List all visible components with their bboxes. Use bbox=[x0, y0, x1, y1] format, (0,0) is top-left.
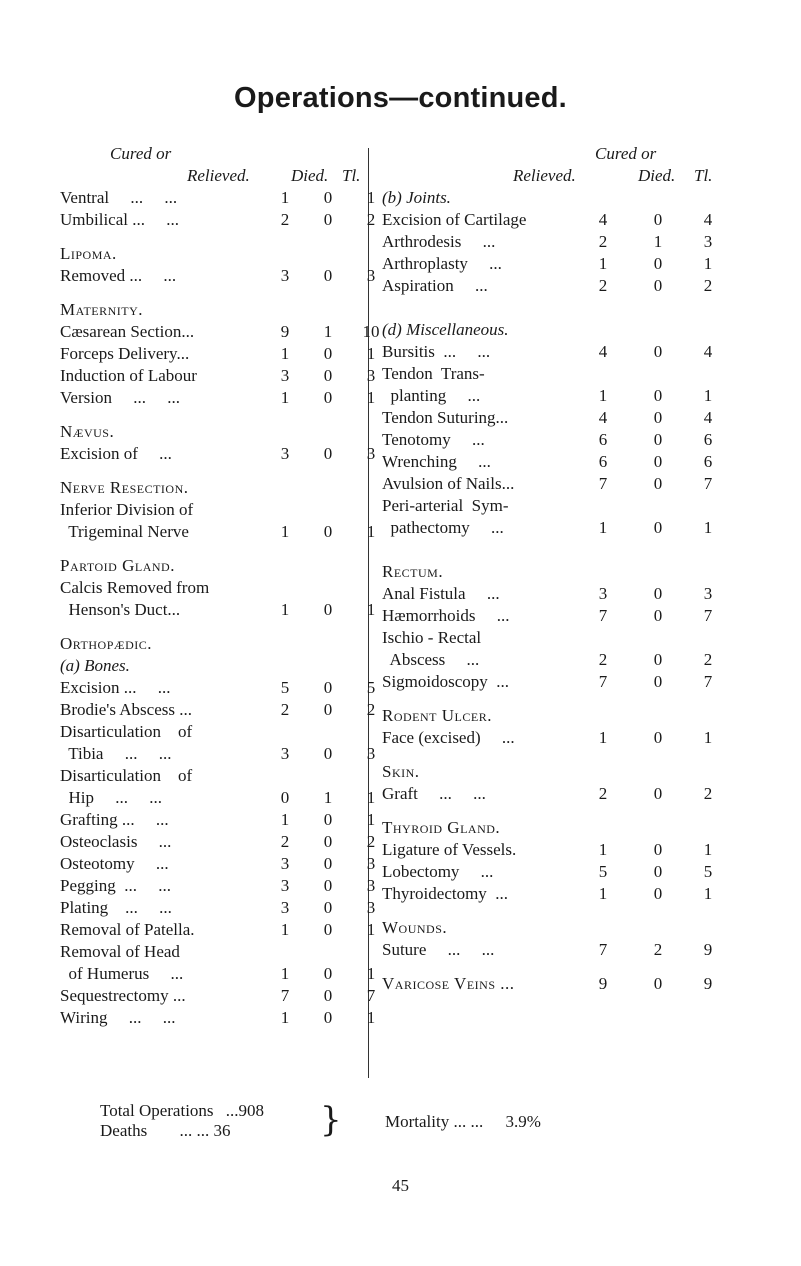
total-count: 1 bbox=[703, 386, 713, 405]
table-row bbox=[382, 973, 782, 995]
operation-name: Face (excised) ... bbox=[382, 728, 515, 747]
table-row bbox=[382, 517, 782, 539]
total-count: 1 bbox=[366, 188, 376, 207]
total-count: 1 bbox=[366, 522, 376, 541]
section-heading bbox=[382, 917, 782, 939]
died-count: 0 bbox=[653, 474, 663, 493]
table-row bbox=[60, 919, 376, 941]
cured-count: 1 bbox=[280, 600, 290, 619]
table-row bbox=[382, 627, 782, 649]
table-row bbox=[382, 883, 782, 905]
died-count: 0 bbox=[323, 986, 333, 1005]
table-row bbox=[382, 583, 782, 605]
table-row bbox=[382, 341, 782, 363]
operation-name: Removed ... ... bbox=[60, 266, 177, 285]
operation-name: Version ... ... bbox=[60, 388, 180, 407]
cured-count: 4 bbox=[598, 408, 608, 427]
section-heading bbox=[382, 817, 782, 839]
cured-count: 3 bbox=[280, 898, 290, 917]
total-count: 1 bbox=[366, 920, 376, 939]
table-row bbox=[60, 853, 376, 875]
cured-count: 4 bbox=[598, 342, 608, 361]
table-row bbox=[60, 343, 376, 365]
operation-name: Tenotomy ... bbox=[382, 430, 485, 449]
died-count: 0 bbox=[653, 518, 663, 537]
total-count: 3 bbox=[703, 584, 713, 603]
section-title: Skin. bbox=[382, 762, 420, 781]
left-column bbox=[60, 143, 380, 1029]
total-count: 1 bbox=[703, 518, 713, 537]
table-row bbox=[382, 473, 782, 495]
table-row bbox=[382, 495, 782, 517]
subsection-title: (a) Bones. bbox=[60, 656, 130, 675]
cured-count: 3 bbox=[280, 854, 290, 873]
cured-count: 1 bbox=[280, 344, 290, 363]
operation-name: of Humerus ... bbox=[60, 964, 184, 983]
cured-count: 1 bbox=[280, 964, 290, 983]
total-count: 1 bbox=[703, 884, 713, 903]
died-count: 0 bbox=[323, 266, 333, 285]
total-operations-row bbox=[100, 1101, 264, 1121]
table-row bbox=[60, 721, 360, 743]
died-count: 0 bbox=[323, 700, 333, 719]
died-count: 0 bbox=[323, 832, 333, 851]
table-row bbox=[60, 963, 376, 985]
total-count: 3 bbox=[366, 266, 376, 285]
cured-count: 5 bbox=[280, 678, 290, 697]
section-title: Rodent Ulcer. bbox=[382, 706, 492, 725]
died-count: 0 bbox=[323, 344, 333, 363]
subsection-heading bbox=[60, 655, 360, 677]
cured-count: 1 bbox=[598, 728, 608, 747]
operation-name: Hæmorrhoids ... bbox=[382, 606, 510, 625]
table-row bbox=[382, 861, 782, 883]
table-row bbox=[60, 1007, 376, 1029]
cured-count: 3 bbox=[280, 876, 290, 895]
operation-name: Avulsion of Nails... bbox=[382, 474, 515, 493]
total-count: 7 bbox=[703, 606, 713, 625]
cured-count: 2 bbox=[280, 832, 290, 851]
table-row bbox=[60, 443, 376, 465]
operation-name: Varicose Veins ... bbox=[382, 974, 515, 993]
table-row bbox=[382, 605, 782, 627]
deaths-row bbox=[100, 1121, 264, 1141]
cured-count: 3 bbox=[598, 584, 608, 603]
table-row bbox=[60, 875, 376, 897]
cured-count: 9 bbox=[598, 974, 608, 993]
total-count: 7 bbox=[703, 672, 713, 691]
cured-count: 7 bbox=[280, 986, 290, 1005]
cured-count: 4 bbox=[598, 210, 608, 229]
total-count: 3 bbox=[366, 898, 376, 917]
table-row bbox=[382, 209, 782, 231]
total-count: 3 bbox=[366, 854, 376, 873]
died-count: 0 bbox=[653, 840, 663, 859]
total-count: 7 bbox=[703, 474, 713, 493]
cured-count: 9 bbox=[280, 322, 290, 341]
table-row bbox=[382, 649, 782, 671]
total-count: 9 bbox=[703, 974, 713, 993]
operation-name: Excision of ... bbox=[60, 444, 172, 463]
cured-count: 2 bbox=[598, 650, 608, 669]
table-row bbox=[60, 265, 376, 287]
cured-count: 1 bbox=[598, 884, 608, 903]
total-count: 2 bbox=[703, 784, 713, 803]
died-count: 0 bbox=[323, 854, 333, 873]
cured-count: 7 bbox=[598, 940, 608, 959]
total-count: 1 bbox=[366, 388, 376, 407]
operation-name: Tendon Suturing... bbox=[382, 408, 509, 427]
died-count: 0 bbox=[653, 386, 663, 405]
died-count: 0 bbox=[323, 678, 333, 697]
total-count: 10 bbox=[362, 322, 380, 341]
died-count: 1 bbox=[323, 322, 333, 341]
total-count: 1 bbox=[366, 788, 376, 807]
cured-count: 1 bbox=[280, 388, 290, 407]
cured-count: 6 bbox=[598, 430, 608, 449]
operation-name: Forceps Delivery... bbox=[60, 344, 190, 363]
died-count: 0 bbox=[323, 810, 333, 829]
died-count: 0 bbox=[323, 444, 333, 463]
column-header-cured bbox=[60, 143, 360, 165]
totals-block bbox=[100, 1101, 264, 1141]
operation-name: Hip ... ... bbox=[60, 788, 162, 807]
table-row bbox=[60, 831, 376, 853]
operation-name: Bursitis ... ... bbox=[382, 342, 491, 361]
total-count: 1 bbox=[366, 810, 376, 829]
column-header-cured bbox=[382, 143, 782, 165]
operation-name: Brodie's Abscess ... bbox=[60, 700, 192, 719]
died-count: 1 bbox=[653, 232, 663, 251]
operation-name: Ventral ... ... bbox=[60, 188, 178, 207]
died-count: 0 bbox=[653, 210, 663, 229]
table-row bbox=[382, 253, 782, 275]
total-count: 3 bbox=[366, 444, 376, 463]
cured-count: 2 bbox=[598, 784, 608, 803]
operation-name: Peri-arterial Sym- bbox=[382, 496, 509, 515]
died-count: 0 bbox=[323, 920, 333, 939]
cured-count: 1 bbox=[280, 920, 290, 939]
table-row bbox=[382, 407, 782, 429]
died-count: 0 bbox=[323, 964, 333, 983]
section-title: Partoid Gland. bbox=[60, 556, 175, 575]
operation-name: Removal of Patella. bbox=[60, 920, 195, 939]
died-count: 0 bbox=[323, 744, 333, 763]
operation-name: Sigmoidoscopy ... bbox=[382, 672, 510, 691]
operation-name: Calcis Removed from bbox=[60, 578, 210, 597]
table-row bbox=[382, 275, 782, 297]
cured-count: 2 bbox=[598, 276, 608, 295]
died-count: 0 bbox=[323, 898, 333, 917]
total-count: 3 bbox=[366, 744, 376, 763]
total-count: 2 bbox=[703, 650, 713, 669]
died-count: 0 bbox=[653, 254, 663, 273]
operation-name: Arthrodesis ... bbox=[382, 232, 496, 251]
section-title: Lipoma. bbox=[60, 244, 117, 263]
table-row bbox=[60, 577, 360, 599]
header-died: Died. bbox=[638, 166, 676, 185]
died-count: 0 bbox=[653, 276, 663, 295]
operation-name: Trigeminal Nerve bbox=[60, 522, 189, 541]
died-count: 0 bbox=[653, 884, 663, 903]
table-row bbox=[382, 231, 782, 253]
total-count: 1 bbox=[703, 254, 713, 273]
column-header-row bbox=[382, 165, 782, 187]
column-header-row bbox=[60, 165, 360, 187]
operation-name: Cæsarean Section... bbox=[60, 322, 195, 341]
table-row bbox=[60, 387, 376, 409]
died-count: 0 bbox=[653, 974, 663, 993]
section-heading bbox=[60, 299, 360, 321]
section-title: Thyroid Gland. bbox=[382, 818, 501, 837]
subsection-heading bbox=[382, 187, 782, 209]
table-row bbox=[382, 839, 782, 861]
section-heading bbox=[382, 705, 782, 727]
table-row bbox=[60, 365, 376, 387]
operation-name: Removal of Head bbox=[60, 942, 180, 961]
cured-count: 3 bbox=[280, 366, 290, 385]
total-count: 1 bbox=[366, 1008, 376, 1027]
right-column bbox=[382, 143, 782, 995]
section-heading bbox=[60, 243, 360, 265]
cured-count: 6 bbox=[598, 452, 608, 471]
cured-count: 2 bbox=[280, 210, 290, 229]
table-row bbox=[60, 209, 376, 231]
table-row bbox=[60, 521, 376, 543]
total-count: 4 bbox=[703, 210, 713, 229]
section-title: Nerve Resection. bbox=[60, 478, 189, 497]
section-title: Orthopædic. bbox=[60, 634, 152, 653]
cured-count: 1 bbox=[280, 1008, 290, 1027]
total-count: 9 bbox=[703, 940, 713, 959]
header-died: Died. bbox=[291, 166, 329, 185]
table-row bbox=[60, 321, 380, 343]
total-count: 3 bbox=[703, 232, 713, 251]
operation-name: Graft ... ... bbox=[382, 784, 486, 803]
cured-count: 2 bbox=[280, 700, 290, 719]
total-count: 6 bbox=[703, 452, 713, 471]
operation-name: Tendon Trans- bbox=[382, 364, 485, 383]
operation-name: Ischio - Rectal bbox=[382, 628, 482, 647]
deaths-value: ... ... 36 bbox=[179, 1121, 231, 1140]
total-count: 1 bbox=[366, 964, 376, 983]
subsection-title: (b) Joints. bbox=[382, 188, 451, 207]
total-count: 4 bbox=[703, 408, 713, 427]
section-title: Rectum. bbox=[382, 562, 444, 581]
table-row bbox=[60, 897, 376, 919]
cured-count: 3 bbox=[280, 444, 290, 463]
table-row bbox=[382, 451, 782, 473]
operation-name: Wiring ... ... bbox=[60, 1008, 176, 1027]
mortality-value: 3.9% bbox=[505, 1112, 541, 1131]
cured-count: 1 bbox=[280, 188, 290, 207]
operation-name: Excision ... ... bbox=[60, 678, 171, 697]
table-row bbox=[60, 809, 376, 831]
operation-name: Disarticulation of bbox=[60, 766, 193, 785]
table-row bbox=[382, 727, 782, 749]
table-row bbox=[60, 985, 376, 1007]
total-count: 7 bbox=[366, 986, 376, 1005]
cured-count: 1 bbox=[598, 254, 608, 273]
table-row bbox=[60, 941, 360, 963]
section-heading bbox=[60, 421, 360, 443]
total-count: 2 bbox=[366, 700, 376, 719]
died-count: 0 bbox=[653, 452, 663, 471]
cured-count: 1 bbox=[598, 386, 608, 405]
total-count: 1 bbox=[703, 728, 713, 747]
section-heading bbox=[60, 633, 360, 655]
cured-count: 1 bbox=[598, 840, 608, 859]
section-heading bbox=[60, 477, 360, 499]
operation-name: Induction of Labour bbox=[60, 366, 197, 385]
table-row bbox=[60, 743, 376, 765]
operation-name: pathectomy ... bbox=[382, 518, 504, 537]
table-row bbox=[382, 385, 782, 407]
table-row bbox=[382, 783, 782, 805]
operation-name: Anal Fistula ... bbox=[382, 584, 500, 603]
total-count: 5 bbox=[366, 678, 376, 697]
total-count: 2 bbox=[703, 276, 713, 295]
total-operations-label: Total Operations bbox=[100, 1101, 214, 1120]
died-count: 0 bbox=[323, 876, 333, 895]
operation-name: Sequestrectomy ... bbox=[60, 986, 186, 1005]
total-count: 3 bbox=[366, 876, 376, 895]
section-title: Maternity. bbox=[60, 300, 144, 319]
cured-count: 5 bbox=[598, 862, 608, 881]
died-count: 0 bbox=[323, 522, 333, 541]
died-count: 0 bbox=[323, 210, 333, 229]
table-row bbox=[382, 363, 782, 385]
total-count: 1 bbox=[366, 344, 376, 363]
table-row bbox=[60, 599, 376, 621]
total-count: 1 bbox=[366, 600, 376, 619]
operation-name: Ligature of Vessels. bbox=[382, 840, 517, 859]
table-row bbox=[60, 787, 376, 809]
table-row bbox=[60, 187, 376, 209]
header-relieved: Relieved. bbox=[187, 166, 250, 185]
died-count: 0 bbox=[653, 862, 663, 881]
cured-count: 3 bbox=[280, 744, 290, 763]
operation-name: Tibia ... ... bbox=[60, 744, 172, 763]
operation-name: Arthroplasty ... bbox=[382, 254, 502, 273]
operation-name: Wrenching ... bbox=[382, 452, 491, 471]
total-count: 1 bbox=[703, 840, 713, 859]
cured-count: 3 bbox=[280, 266, 290, 285]
total-count: 2 bbox=[366, 832, 376, 851]
died-count: 0 bbox=[653, 584, 663, 603]
cured-count: 1 bbox=[280, 522, 290, 541]
operation-name: Grafting ... ... bbox=[60, 810, 169, 829]
cured-count: 7 bbox=[598, 474, 608, 493]
table-row bbox=[60, 499, 360, 521]
cured-count: 1 bbox=[280, 810, 290, 829]
died-count: 0 bbox=[653, 342, 663, 361]
table-row bbox=[60, 765, 360, 787]
operation-name: Osteotomy ... bbox=[60, 854, 169, 873]
operation-name: planting ... bbox=[382, 386, 481, 405]
section-heading bbox=[60, 555, 360, 577]
page-title: Operations—continued. bbox=[234, 82, 567, 114]
died-count: 1 bbox=[323, 788, 333, 807]
total-count: 2 bbox=[366, 210, 376, 229]
operation-name: Disarticulation of bbox=[60, 722, 193, 741]
total-count: 4 bbox=[703, 342, 713, 361]
subsection-heading bbox=[382, 319, 782, 341]
total-count: 6 bbox=[703, 430, 713, 449]
total-count: 5 bbox=[703, 862, 713, 881]
operation-name: Inferior Division of bbox=[60, 500, 194, 519]
section-heading bbox=[382, 561, 782, 583]
cured-count: 7 bbox=[598, 606, 608, 625]
died-count: 2 bbox=[653, 940, 663, 959]
died-count: 0 bbox=[653, 606, 663, 625]
section-title: Wounds. bbox=[382, 918, 448, 937]
mortality-label: Mortality ... ... bbox=[385, 1112, 484, 1131]
died-count: 0 bbox=[323, 1008, 333, 1027]
operation-name: Aspiration ... bbox=[382, 276, 488, 295]
died-count: 0 bbox=[653, 672, 663, 691]
died-count: 0 bbox=[653, 650, 663, 669]
operation-name: Pegging ... ... bbox=[60, 876, 171, 895]
died-count: 0 bbox=[653, 784, 663, 803]
operation-name: Plating ... ... bbox=[60, 898, 172, 917]
deaths-label: Deaths bbox=[100, 1121, 148, 1140]
section-title: Nævus. bbox=[60, 422, 115, 441]
header-cured-or: Cured or bbox=[595, 144, 657, 163]
operation-name: Henson's Duct... bbox=[60, 600, 181, 619]
cured-count: 1 bbox=[598, 518, 608, 537]
died-count: 0 bbox=[323, 366, 333, 385]
cured-count: 7 bbox=[598, 672, 608, 691]
cured-count: 0 bbox=[280, 788, 290, 807]
cured-count: 2 bbox=[598, 232, 608, 251]
brace: } bbox=[320, 1100, 342, 1140]
header-cured-or: Cured or bbox=[110, 144, 172, 163]
died-count: 0 bbox=[323, 388, 333, 407]
died-count: 0 bbox=[323, 188, 333, 207]
header-tl: Tl. bbox=[342, 166, 361, 185]
operation-name: Excision of Cartilage bbox=[382, 210, 527, 229]
operation-name: Suture ... ... bbox=[382, 940, 495, 959]
operation-name: Thyroidectomy ... bbox=[382, 884, 509, 903]
died-count: 0 bbox=[323, 600, 333, 619]
operation-name: Osteoclasis ... bbox=[60, 832, 172, 851]
died-count: 0 bbox=[653, 408, 663, 427]
subsection-title: (d) Miscellaneous. bbox=[382, 320, 509, 339]
total-operations-value: ...908 bbox=[225, 1101, 265, 1120]
table-row bbox=[382, 429, 782, 451]
operation-name: Lobectomy ... bbox=[382, 862, 494, 881]
total-count: 3 bbox=[366, 366, 376, 385]
table-row bbox=[60, 677, 376, 699]
operation-name: Umbilical ... ... bbox=[60, 210, 179, 229]
page-number: 45 bbox=[392, 1176, 409, 1195]
mortality-row bbox=[385, 1112, 541, 1132]
section-heading bbox=[382, 761, 782, 783]
died-count: 0 bbox=[653, 728, 663, 747]
header-relieved: Relieved. bbox=[513, 166, 576, 185]
table-row bbox=[382, 939, 782, 961]
died-count: 0 bbox=[653, 430, 663, 449]
header-tl: Tl. bbox=[694, 166, 713, 185]
table-row bbox=[382, 671, 782, 693]
table-row bbox=[60, 699, 376, 721]
operation-name: Abscess ... bbox=[382, 650, 480, 669]
